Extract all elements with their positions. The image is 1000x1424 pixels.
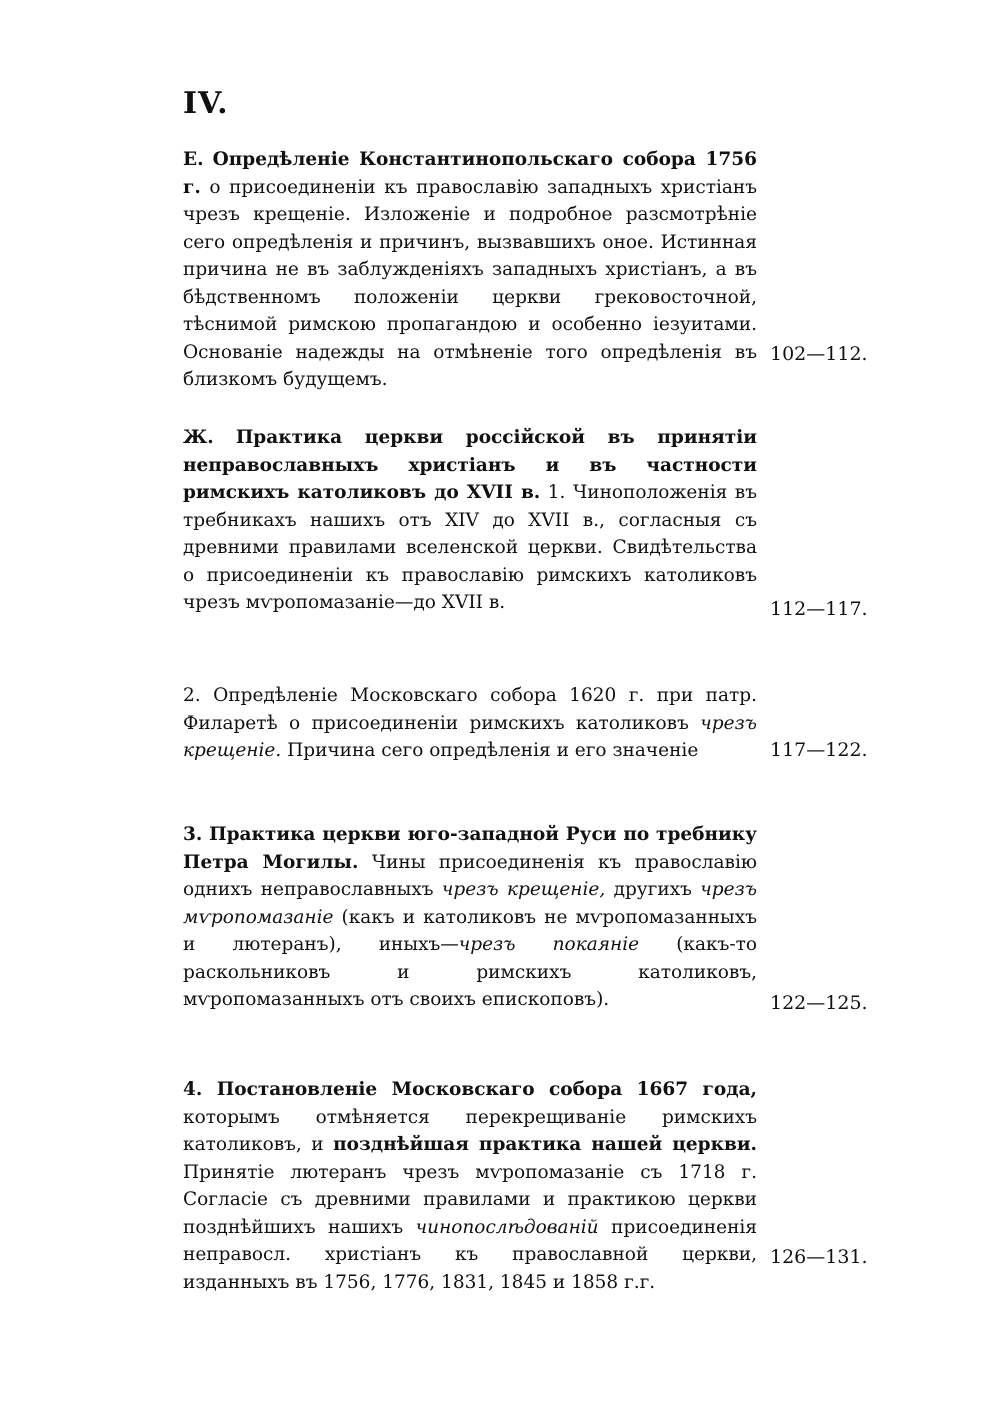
entry-emphasis: чрезъ покаяніе bbox=[458, 934, 640, 955]
entry-emphasis: чинопослѣдованій bbox=[415, 1216, 599, 1238]
toc-entry-4 bbox=[133, 1076, 757, 1296]
entry-emphasis: чрезъ крещеніе. bbox=[183, 712, 757, 761]
entry-emphasis: чрезъ крещеніе, bbox=[441, 879, 606, 900]
entry-text: Принятіе лютеранъ чрезъ мѵропомазаніе съ 1718 г. Согласіе съ древними правилами и практикою церкви позднѣйшихъ нашихъ bbox=[183, 1161, 757, 1238]
page-range: 112—117. bbox=[770, 598, 868, 620]
entry-emphasis: чрезъ мѵропомазаніе bbox=[183, 879, 757, 928]
entry-text: (какъ-то раскольниковъ и римскихъ католиковъ, мѵропомазанныхъ отъ своихъ епископовъ). bbox=[183, 934, 757, 1010]
page-range: 117—122. bbox=[770, 739, 868, 761]
page-range: 102—112. bbox=[770, 343, 868, 365]
toc-entry-2 bbox=[133, 682, 757, 765]
page-number: IV. bbox=[183, 86, 229, 121]
page-range: 122—125. bbox=[770, 992, 868, 1014]
toc-entry-zh bbox=[133, 424, 757, 617]
toc-entry-e bbox=[133, 146, 757, 394]
entry-text: Чины присоединенія къ православію однихъ неправославныхъ bbox=[183, 851, 757, 900]
entry-text: присоединенія неправосл. христіанъ къ православной церкви, изданныхъ въ 1756, 1776, 1831, 1845 и 1858 г.г. bbox=[183, 1216, 757, 1293]
entry-text: 2. Опредѣленіе Московскаго собора 1620 г. при патр. Филаретѣ о присоединеніи римскихъ католиковъ bbox=[183, 685, 757, 734]
entry-text: которымъ отмѣняется перекрещиваніе римскихъ католиковъ, и bbox=[183, 1106, 757, 1155]
entry-heading: Опредѣленіе Константинопольскаго собора 1756 г. bbox=[183, 149, 757, 198]
page-range: 126—131. bbox=[770, 1246, 868, 1268]
entry-heading: Практика церкви россійской въ принятіи неправославныхъ христіанъ и въ частности римскихъ католиковъ до XVII в. bbox=[183, 427, 757, 503]
entry-heading: 3. Практика церкви юго-западной Руси по требнику Петра Могилы. bbox=[183, 824, 757, 873]
entry-letter: Ж. bbox=[183, 427, 214, 448]
entry-text: (какъ и католиковъ не мѵропомазанныхъ и лютеранъ), иныхъ— bbox=[183, 906, 757, 955]
entry-heading: 4. Постановленіе Московскаго собора 1667 года, bbox=[183, 1079, 757, 1100]
toc-entry-3 bbox=[133, 821, 757, 1014]
entry-text: другихъ bbox=[613, 879, 692, 900]
entry-heading: позднѣйшая практика нашей церкви. bbox=[333, 1134, 757, 1155]
entry-text: 1. Чиноположенія въ требникахъ нашихъ отъ XIV до XVII в., согласныя съ древними правилами вселенской церкви. Свидѣтельства о присоединеніи къ православію римскихъ католиковъ чрезъ мѵропомазаніе—до XVII в. bbox=[183, 482, 757, 613]
entry-text: о присоединеніи къ православію западныхъ христіанъ чрезъ крещеніе. Изложеніе и подробное разсмотрѣніе сего опредѣленія и причинъ, вызвавшихъ оное. Истинная причина не въ заблужденіяхъ западныхъ христіанъ, а въ бѣдственномъ положеніи церкви грековосточной, тѣснимой римскою пропагандою и особенно іезуитами. Основаніе надежды на отмѣненіе того опредѣленія въ близкомъ будущемъ. bbox=[183, 176, 757, 390]
entry-letter: Е. bbox=[183, 149, 204, 170]
entry-text: Причина сего опредѣленія и его значеніе bbox=[287, 740, 699, 761]
